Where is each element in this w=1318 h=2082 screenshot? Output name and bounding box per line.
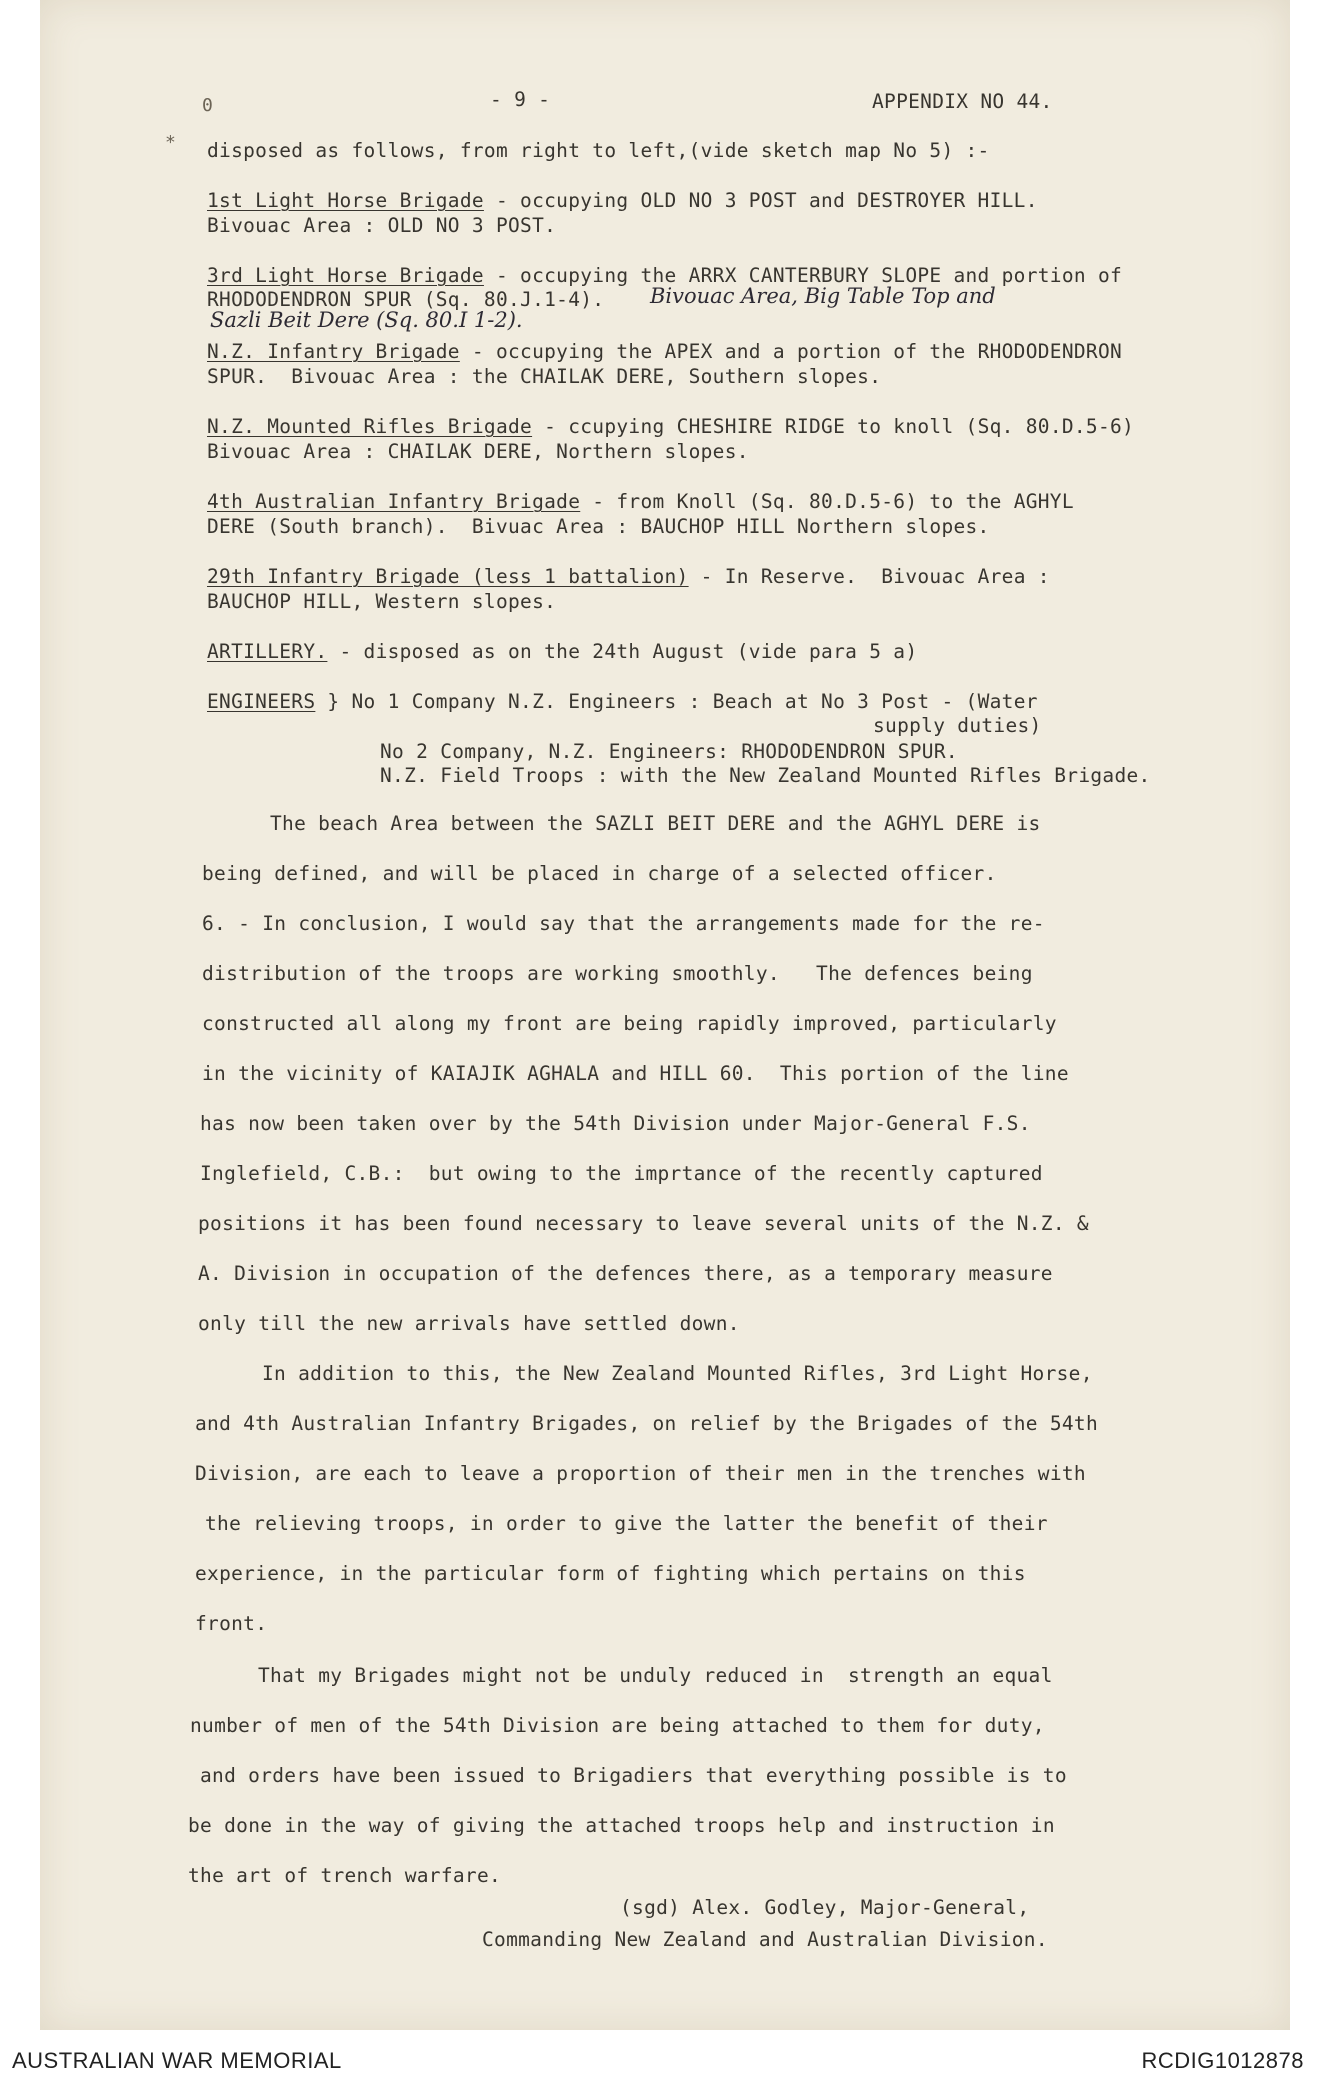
text-line: A. Division in occupation of the defences there, as a temporary measure (198, 1262, 1053, 1285)
text-line: only till the new arrivals have settled down. (198, 1312, 740, 1335)
text-line: being defined, and will be placed in charge of a selected officer. (202, 862, 997, 885)
text-line: N.Z. Field Troops : with the New Zealand Mounted Rifles Brigade. (380, 764, 1151, 787)
text-line (207, 640, 917, 663)
text-line: in the vicinity of KAIAJIK AGHALA and HILL 60. This portion of the line (202, 1062, 1069, 1085)
text-line: number of men of the 54th Division are being attached to them for duty, (190, 1714, 1045, 1737)
text-line: supply duties) (873, 714, 1042, 737)
unit-heading: N.Z. Infantry Brigade (207, 340, 460, 363)
unit-description: - occupying OLD NO 3 POST and DESTROYER HILL. (483, 189, 1038, 212)
text-line: SPUR. Bivouac Area : the CHAILAK DERE, Southern slopes. (207, 365, 882, 388)
unit-heading: ARTILLERY. (207, 640, 328, 663)
page-number: - 9 - (490, 88, 551, 111)
text-line: DERE (South branch). Bivuac Area : BAUCHOP HILL Northern slopes. (207, 515, 990, 538)
text-line: front. (195, 1612, 268, 1635)
text-line: Inglefield, C.B.: but owing to the imprtance of the recently captured (200, 1162, 1043, 1185)
corner-mark: 0 (202, 95, 213, 116)
text-line: BAUCHOP HILL, Western slopes. (207, 590, 557, 613)
signature-line: (sgd) Alex. Godley, Major-General, (620, 1896, 1030, 1919)
handwritten-annotation: Bivouac Area, Big Table Top and (650, 284, 996, 308)
text-line: RHODODENDRON SPUR (Sq. 80.J.1-4). (207, 288, 605, 311)
text-line (207, 340, 1122, 363)
unit-description: - from Knoll (Sq. 80.D.5-6) to the AGHYL (580, 490, 1074, 513)
text-line: Bivouac Area : CHAILAK DERE, Northern slopes. (207, 440, 749, 463)
text-line (207, 490, 1074, 513)
unit-description: - ccupying CHESHIRE RIDGE to knoll (Sq. 80.D.5-6) (532, 415, 1135, 438)
text-line: disposed as follows, from right to left,(vide sketch map No 5) :- (207, 139, 990, 162)
appendix-label: APPENDIX NO 44. (872, 90, 1053, 113)
unit-heading: 1st Light Horse Brigade (207, 189, 484, 212)
unit-description: - occupying the APEX and a portion of the RHODODENDRON (459, 340, 1123, 363)
text-line: and orders have been issued to Brigadiers that everything possible is to (200, 1764, 1067, 1787)
unit-heading: N.Z. Mounted Rifles Brigade (207, 415, 533, 438)
text-line: Division, are each to leave a proportion of their men in the trenches with (195, 1462, 1086, 1485)
text-line (207, 415, 1134, 438)
text-line: positions it has been found necessary to leave several units of the N.Z. & (198, 1212, 1089, 1235)
text-line: constructed all along my front are being rapidly improved, particularly (202, 1012, 1057, 1035)
unit-heading: 4th Australian Infantry Brigade (207, 490, 581, 513)
text-line: No 2 Company, N.Z. Engineers: RHODODENDRON SPUR. (380, 740, 958, 763)
text-line: and 4th Australian Infantry Brigades, on relief by the Brigades of the 54th (195, 1412, 1098, 1435)
text-line: has now been taken over by the 54th Division under Major-General F.S. (200, 1112, 1031, 1135)
signature-title: Commanding New Zealand and Australian Division. (482, 1928, 1048, 1951)
text-line: 6. - In conclusion, I would say that the arrangements made for the re- (202, 912, 1045, 935)
text-line: distribution of the troops are working smoothly. The defences being (202, 962, 1033, 985)
footer-id: RCDIG1012878 (1141, 2048, 1304, 2073)
text-line: the relieving troops, in order to give the latter the benefit of their (205, 1512, 1048, 1535)
text-line: That my Brigades might not be unduly reduced in strength an equal (258, 1664, 1053, 1687)
footer-source: AUSTRALIAN WAR MEMORIAL (12, 2048, 342, 2073)
unit-heading: 3rd Light Horse Brigade (207, 264, 484, 287)
unit-heading: ENGINEERS (207, 690, 316, 713)
text-line (207, 690, 1038, 713)
unit-description: } No 1 Company N.Z. Engineers : Beach at No 3 Post - (Water (315, 690, 1038, 713)
unit-description: - occupying the ARRX CANTERBURY SLOPE and portion of (483, 264, 1123, 287)
unit-heading: 29th Infantry Brigade (less 1 battalion) (207, 565, 689, 588)
text-line: In addition to this, the New Zealand Mounted Rifles, 3rd Light Horse, (262, 1362, 1093, 1385)
handwritten-annotation: Sazli Beit Dere (Sq. 80.I 1-2). (210, 308, 523, 332)
text-line: The beach Area between the SAZLI BEIT DERE and the AGHYL DERE is (270, 812, 1041, 835)
text-line (207, 565, 1050, 588)
unit-description: - disposed as on the 24th August (vide para 5 a) (327, 640, 918, 663)
text-line: Bivouac Area : OLD NO 3 POST. (207, 214, 557, 237)
stray-mark: * (165, 132, 176, 153)
text-line (207, 189, 1038, 212)
unit-description: - In Reserve. Bivouac Area : (688, 565, 1050, 588)
text-line: be done in the way of giving the attached troops help and instruction in (188, 1814, 1055, 1837)
text-line: experience, in the particular form of fighting which pertains on this (195, 1562, 1026, 1585)
text-line: the art of trench warfare. (188, 1864, 502, 1887)
